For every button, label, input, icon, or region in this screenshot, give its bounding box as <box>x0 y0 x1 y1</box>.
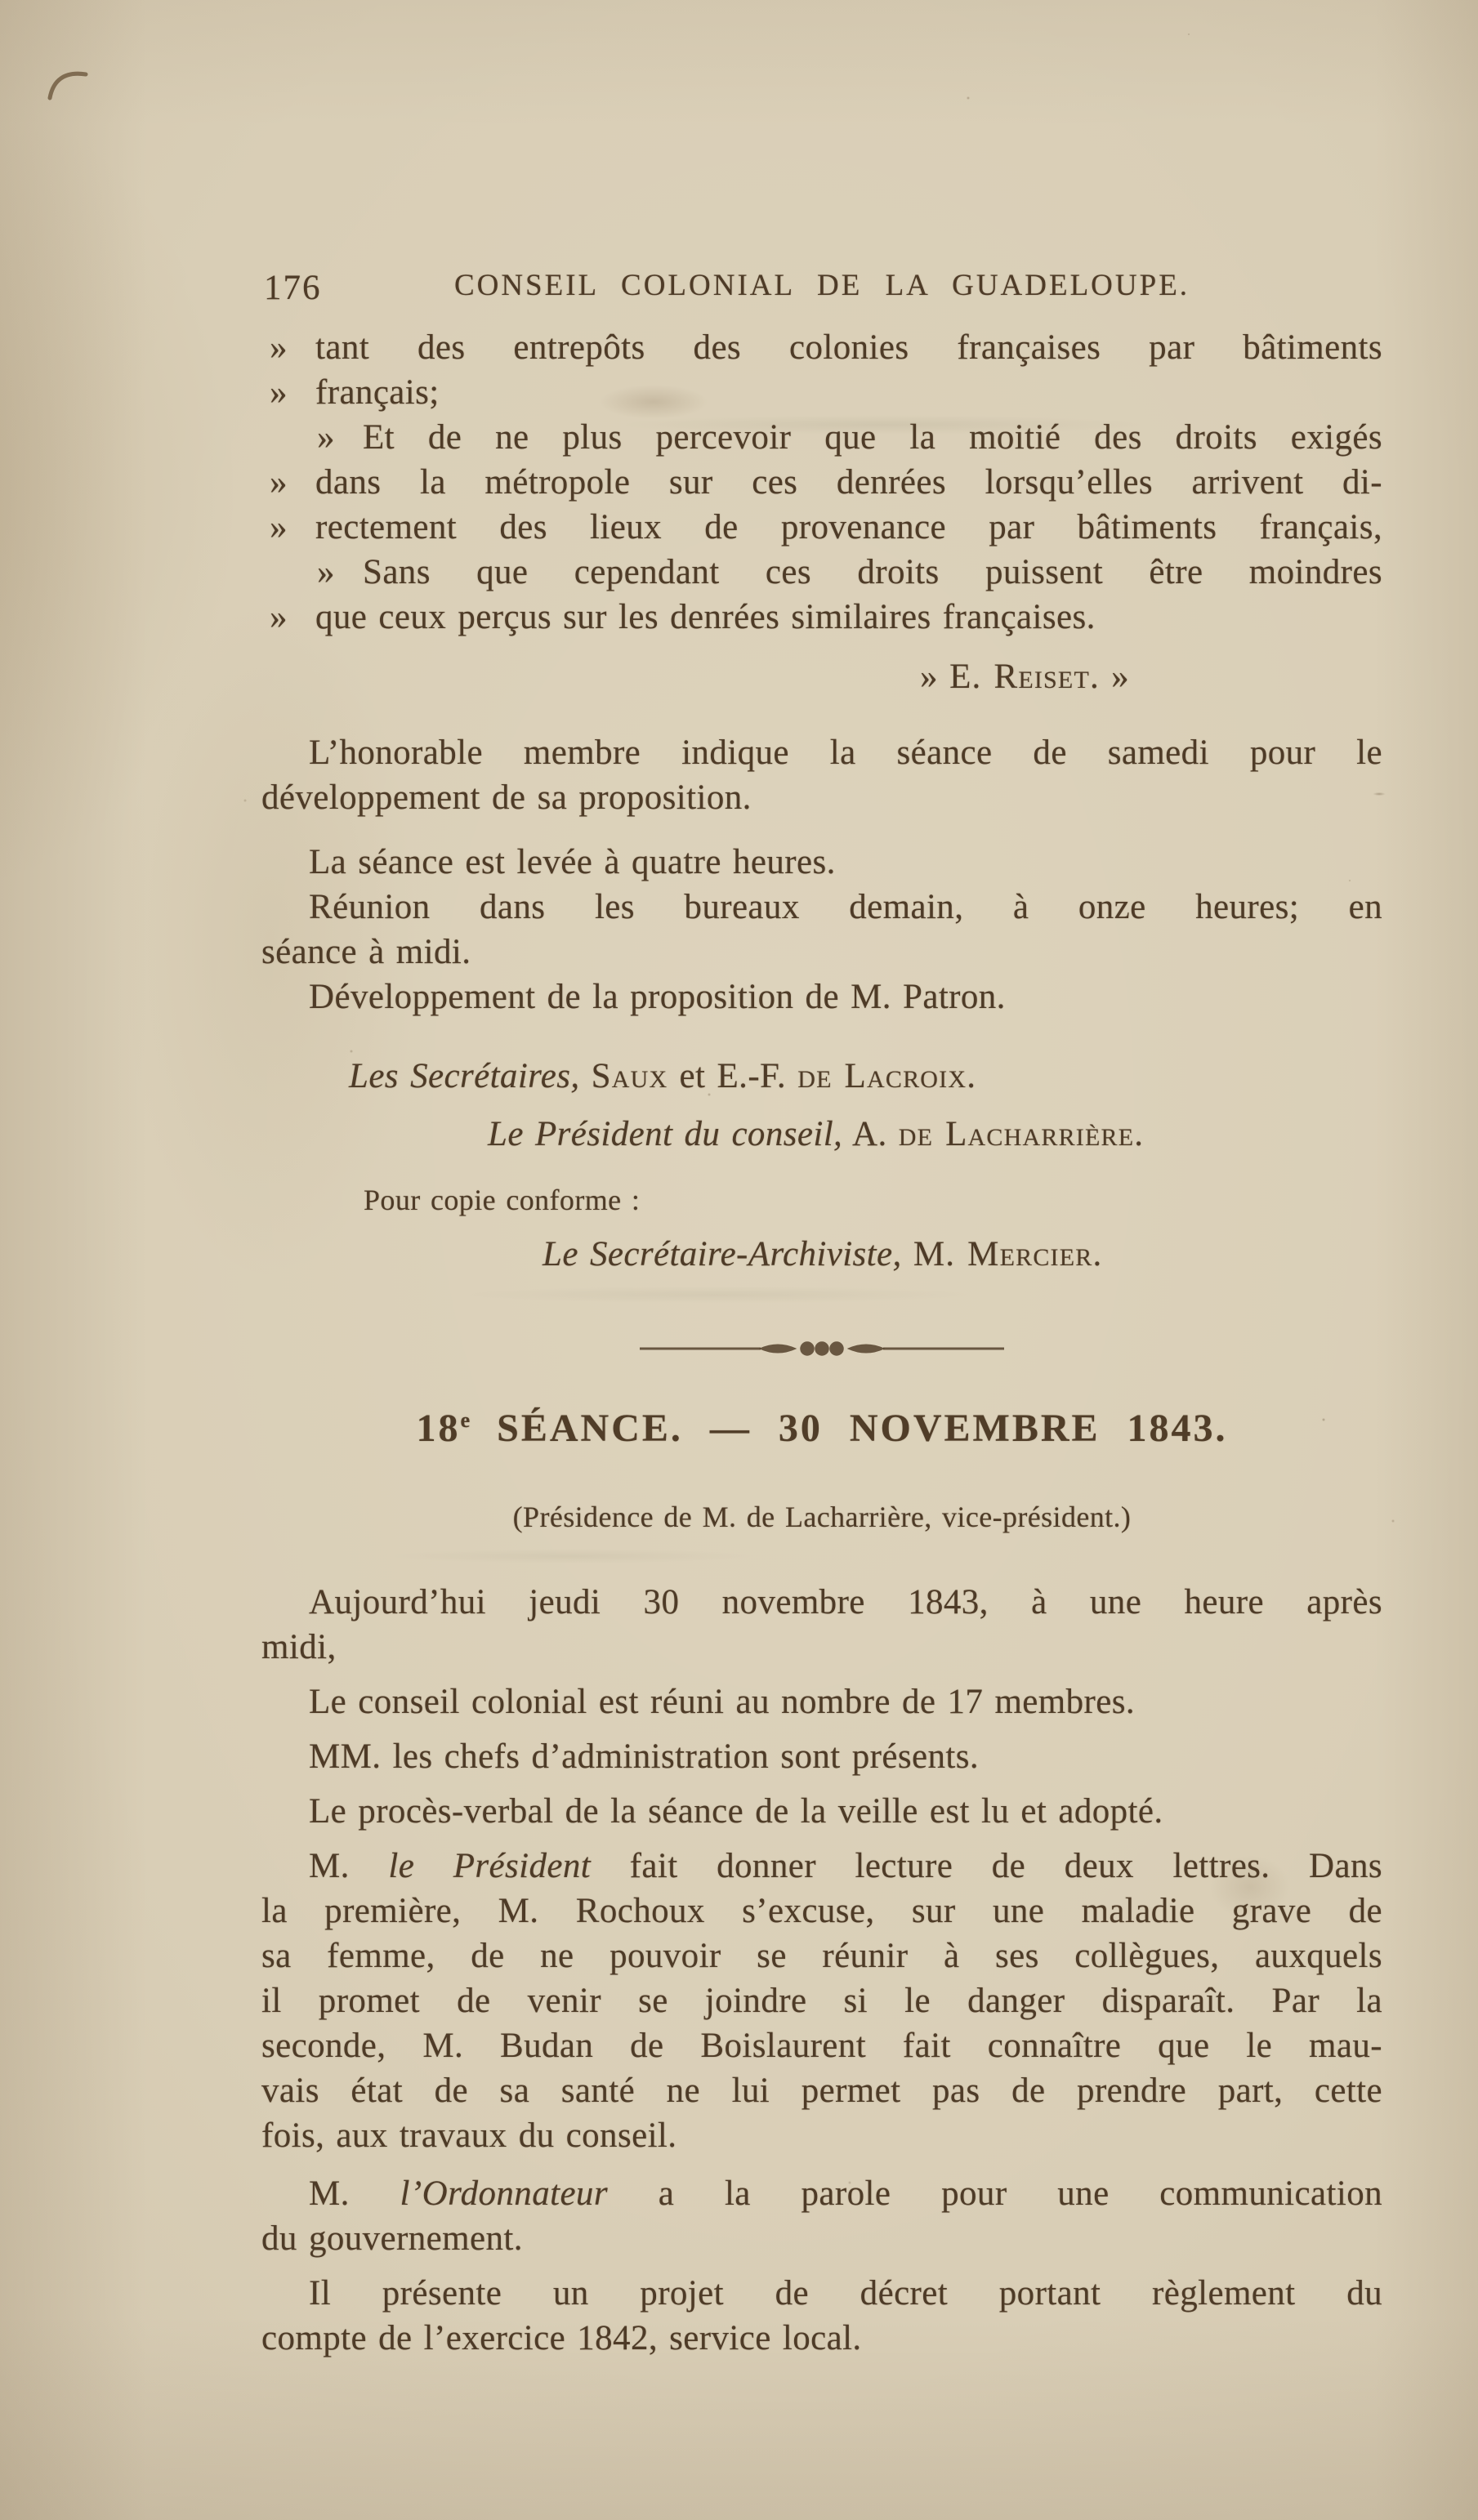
quote-mark: » <box>270 508 288 546</box>
quote-mark: » <box>270 328 288 367</box>
session-number: 18 <box>416 1407 461 1450</box>
quote-line <box>261 550 1382 595</box>
paragraph-line: L’honorable membre indique la séance de samedi pour le <box>309 734 1382 772</box>
quote-mark: » <box>317 553 335 591</box>
presidence-note: (Présidence de M. de Lacharrière, vice-président.) <box>512 1501 1132 1533</box>
speaker-title: le Président <box>388 1847 592 1885</box>
paragraph-line: Réunion dans les bureaux demain, à onze heures; en <box>309 888 1382 926</box>
quote-line <box>261 415 1382 460</box>
quotation-block <box>261 325 1382 640</box>
archivist-role: Le Secrétaire-Archiviste, <box>543 1235 902 1273</box>
session-ordinal-suffix: e <box>460 1407 471 1432</box>
speaker-prefix: M. <box>309 1847 350 1885</box>
copy-note: Pour copie conforme : <box>364 1184 641 1216</box>
page-number: 176 <box>264 269 322 307</box>
president-role: Le Président du conseil, <box>488 1115 843 1153</box>
president-signature <box>488 1112 1382 1157</box>
archivist-name: M. Mercier. <box>913 1235 1103 1273</box>
quote-text: rectement des lieux de provenance par bâtiments français, <box>315 508 1382 546</box>
paragraph-line: il promet de venir se joindre si le danger disparaît. Par la <box>261 1982 1382 2020</box>
paragraph-line: MM. les chefs d’administration sont présents. <box>309 1737 980 1776</box>
paragraph-text: fait donner lecture de deux lettres. Dans <box>629 1847 1382 1885</box>
paragraph-line: La séance est levée à quatre heures. <box>309 843 836 881</box>
quote-line <box>261 370 1382 415</box>
text-column <box>261 325 1382 2361</box>
paragraph-line: Le procès-verbal de la séance de la veille est lu et adopté. <box>309 1792 1163 1831</box>
speaker-prefix: M. <box>309 2174 350 2213</box>
president-name: de Lacharrière. <box>898 1115 1145 1153</box>
paragraph-line: séance à midi. <box>261 933 471 971</box>
quote-line <box>261 325 1382 370</box>
paragraph-line: sa femme, de ne pouvoir se réunir à ses collègues, auxquels <box>261 1937 1382 1975</box>
archivist-signature <box>543 1232 1382 1277</box>
quote-text: français; <box>315 373 440 412</box>
paragraph-line: compte de l’exercice 1842, service local. <box>261 2319 862 2357</box>
quote-text: dans la métropole sur ces denrées lorsqu’elles arrivent di- <box>315 463 1382 502</box>
quote-close-mark: » <box>1111 658 1129 696</box>
quote-mark: » <box>270 463 288 502</box>
running-title: CONSEIL COLONIAL DE LA GUADELOUPE. <box>453 269 1190 302</box>
quote-open-mark: » <box>920 658 938 696</box>
session-heading <box>261 1394 1382 1454</box>
quote-text: Sans que cependant ces droits puissent être moindres <box>363 553 1382 591</box>
quote-text: Et de ne plus percevoir que la moitié des droits exigés <box>363 418 1382 457</box>
paragraph-line: la première, M. Rochoux s’excuse, sur une maladie grave de <box>261 1892 1382 1930</box>
secretary-name: Saux <box>591 1057 668 1095</box>
president-initial: A. <box>851 1115 887 1153</box>
quote-mark: » <box>317 418 335 457</box>
secretaries-signature <box>349 1054 1382 1099</box>
quote-mark: » <box>270 373 288 412</box>
paragraph-line <box>261 2171 1382 2216</box>
quote-text: tant des entrepôts des colonies françaises par bâtiments <box>315 328 1382 367</box>
paragraph-line: Il présente un projet de décret portant règlement du <box>309 2274 1382 2313</box>
speaker-title: l’Ordonnateur <box>400 2174 608 2213</box>
secretary-name: de Lacroix. <box>797 1057 977 1095</box>
paragraph-text: a la parole pour une communication <box>658 2174 1382 2213</box>
section-divider-ornament <box>638 1327 1006 1352</box>
quote-line <box>261 460 1382 505</box>
quote-mark: » <box>270 598 288 636</box>
session-date: SÉANCE. — 30 NOVEMBRE 1843. <box>497 1407 1228 1450</box>
paragraph-line: du gouvernement. <box>261 2219 523 2258</box>
paragraph-line: Aujourd’hui jeudi 30 novembre 1843, à une heure après <box>309 1583 1382 1621</box>
paragraph-line <box>261 1844 1382 1889</box>
secretaries-role: Les Secrétaires, <box>349 1057 580 1095</box>
quote-line <box>261 505 1382 550</box>
paragraph-line: Développement de la proposition de M. Patron. <box>309 978 1006 1016</box>
paragraph-line: Le conseil colonial est réuni au nombre de 17 membres. <box>309 1683 1136 1721</box>
quote-line <box>261 595 1382 640</box>
paragraph-line: midi, <box>261 1628 337 1666</box>
paragraph-line: développement de sa proposition. <box>261 778 752 817</box>
secretaries-conjunction: et E.-F. <box>679 1057 787 1095</box>
pen-mark <box>45 64 102 109</box>
paragraph-line: fois, aux travaux du conseil. <box>261 2116 677 2155</box>
quote-text: que ceux perçus sur les denrées similaires françaises. <box>315 598 1096 636</box>
attribution-name: E. Reiset. <box>949 658 1100 696</box>
paragraph-line: vais état de sa santé ne lui permet pas de prendre part, cette <box>261 2072 1382 2110</box>
quote-attribution <box>261 654 1382 699</box>
running-head <box>261 268 1382 309</box>
paragraph-line: seconde, M. Budan de Boislaurent fait connaître que le mau- <box>261 2027 1382 2065</box>
